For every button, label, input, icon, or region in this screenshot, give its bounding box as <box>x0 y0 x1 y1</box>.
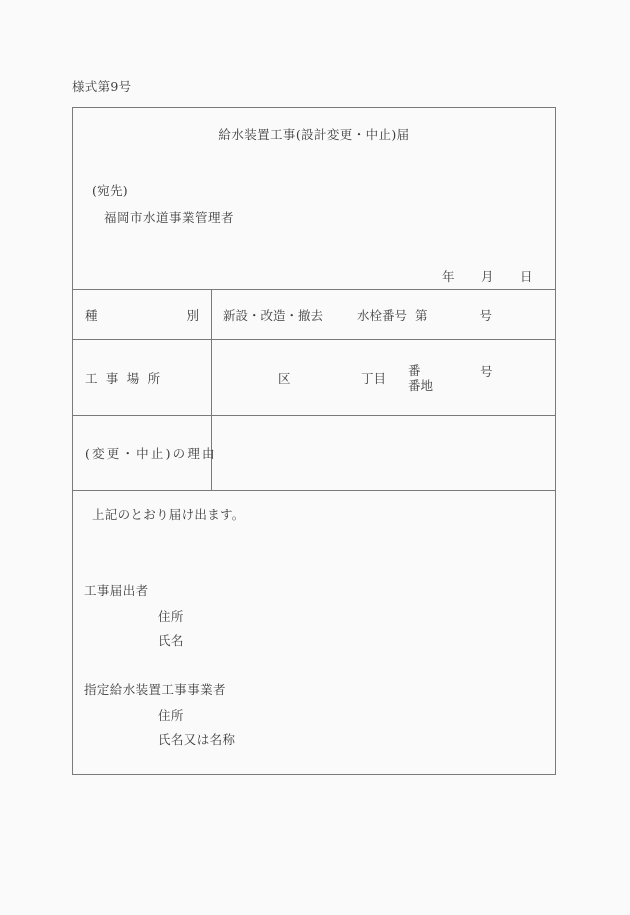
applicant-address-label[interactable]: 住所 <box>158 609 184 624</box>
place-ward-label: 区 <box>278 370 291 386</box>
place-gou-label: 号 <box>480 364 493 379</box>
contractor-address-label[interactable]: 住所 <box>158 708 184 723</box>
place-ban-group <box>408 362 433 393</box>
reason-label-text: (変更・中止)の理由 <box>85 446 217 461</box>
place-label-text: 工 事 場 所 <box>85 370 163 386</box>
kind-label-right: 別 <box>186 307 199 323</box>
date-year-label: 年 <box>441 269 455 284</box>
form-sheet <box>72 107 556 775</box>
place-row-label <box>73 340 212 415</box>
form-code-label: 様式第9号 <box>72 79 132 94</box>
document-title: 給水装置工事(設計変更・中止)届 <box>218 127 410 142</box>
reason-row-value[interactable] <box>212 416 555 490</box>
place-chome-label: 丁目 <box>361 370 387 386</box>
reason-row <box>73 416 555 491</box>
kind-row-label <box>73 290 212 339</box>
form-header-block <box>73 108 555 290</box>
signature-block <box>73 491 555 776</box>
place-row <box>73 340 555 416</box>
addressee-label: (宛先) <box>92 183 128 198</box>
reason-row-label <box>73 416 217 490</box>
contractor-group <box>84 680 235 754</box>
applicant-name-label[interactable]: 氏名 <box>158 633 184 648</box>
kind-label-left: 種 <box>85 307 98 323</box>
tap-number-label: 水栓番号 <box>357 307 408 323</box>
declaration-text: 上記のとおり届け出ます。 <box>92 507 245 522</box>
addressee-name: 福岡市水道事業管理者 <box>104 210 235 225</box>
kind-options: 新設・改造・撤去 <box>223 307 324 323</box>
place-banchi-label: 番地 <box>408 377 434 393</box>
date-day-label: 日 <box>519 269 533 284</box>
applicant-group <box>84 581 184 655</box>
contractor-title: 指定給水装置工事事業者 <box>84 682 226 697</box>
kind-row <box>73 290 555 340</box>
tap-number-suffix: 号 <box>479 307 493 323</box>
tap-number-prefix: 第 <box>415 307 428 323</box>
place-row-value[interactable] <box>212 340 555 415</box>
applicant-title: 工事届出者 <box>84 583 149 598</box>
date-line <box>442 267 533 285</box>
place-ban-label: 番 <box>408 362 421 378</box>
date-month-label: 月 <box>480 269 494 284</box>
kind-row-value[interactable] <box>212 290 555 339</box>
contractor-name-label[interactable]: 氏名又は名称 <box>158 732 236 747</box>
